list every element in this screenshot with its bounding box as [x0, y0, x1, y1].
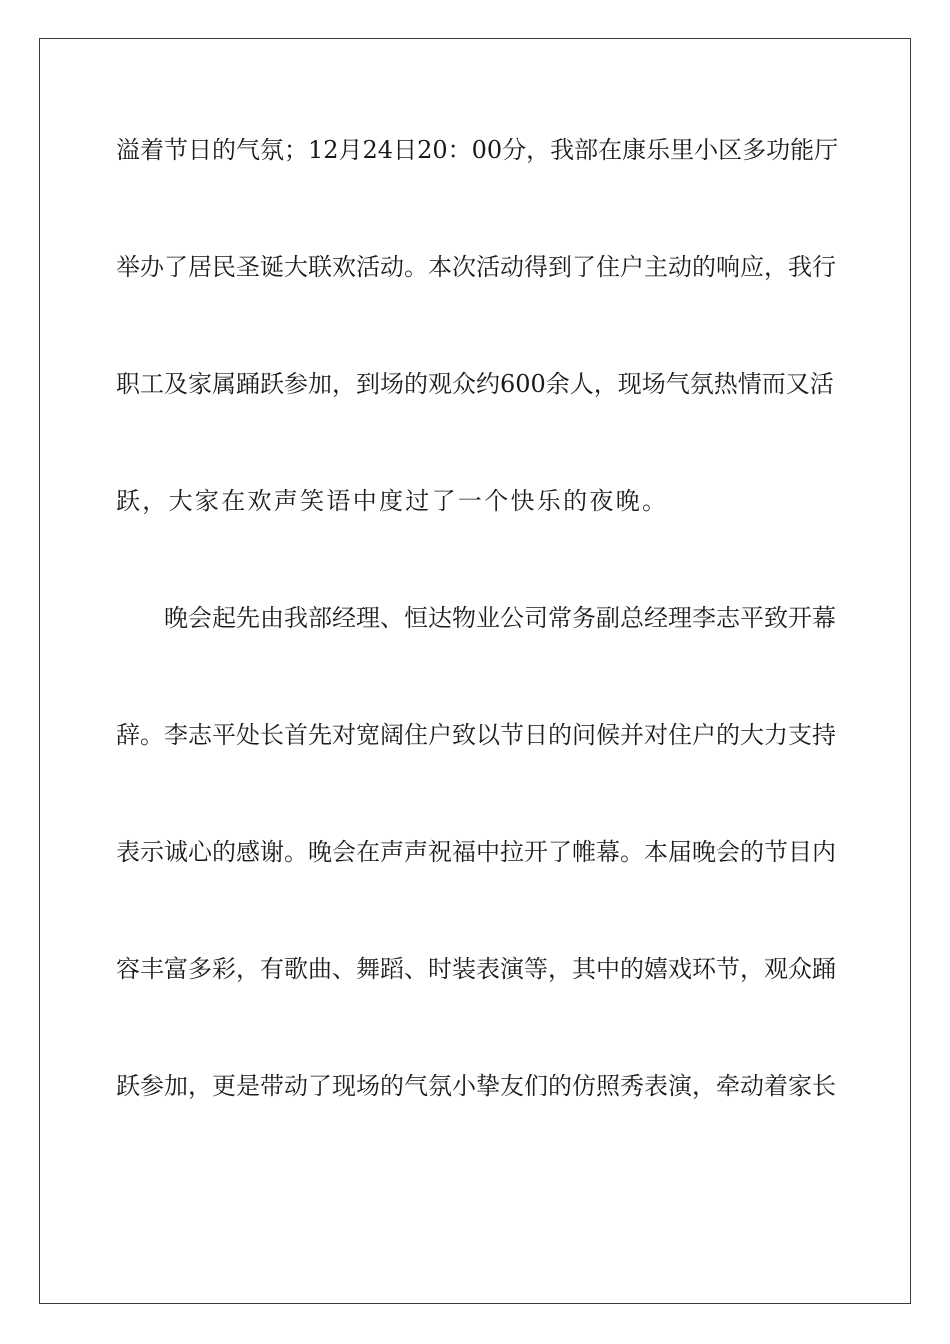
paragraph-line-6: 辞。李志平处长首先对宽阔住户致以节日的问候并对住户的大力支持 — [116, 721, 836, 749]
paragraph-line-1: 溢着节日的气氛；12月24日20：00分，我部在康乐里小区多功能厅 — [116, 136, 839, 164]
page-border — [39, 38, 911, 1304]
paragraph-line-4: 跃，大家在欢声笑语中度过了一个快乐的夜晚。 — [116, 487, 669, 515]
paragraph-line-9: 跃参加，更是带动了现场的气氛小挚友们的仿照秀表演，牵动着家长 — [116, 1072, 836, 1100]
paragraph-line-5: 晚会起先由我部经理、恒达物业公司常务副总经理李志平致开幕 — [164, 604, 836, 632]
paragraph-line-7: 表示诚心的感谢。晚会在声声祝福中拉开了帷幕。本届晚会的节目内 — [116, 838, 836, 866]
paragraph-line-2: 举办了居民圣诞大联欢活动。本次活动得到了住户主动的响应，我行 — [116, 253, 836, 281]
paragraph-line-8: 容丰富多彩，有歌曲、舞蹈、时装表演等，其中的嬉戏环节，观众踊 — [116, 955, 836, 983]
paragraph-line-3: 职工及家属踊跃参加，到场的观众约600余人，现场气氛热情而又活 — [116, 370, 834, 398]
